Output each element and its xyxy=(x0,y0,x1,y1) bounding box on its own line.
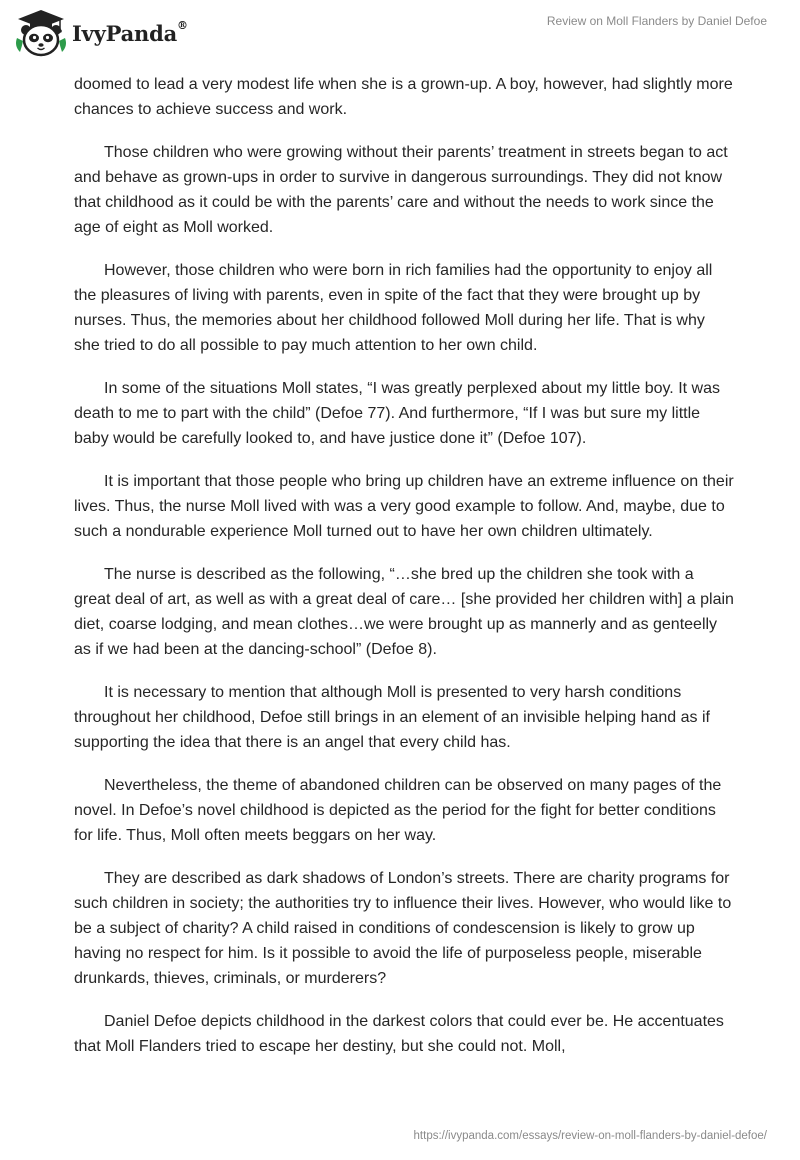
paragraph: It is important that those people who bring up children have an extreme influence on their lives. Thus, the nurse Moll lived with was a very good example to follow. And, maybe, due to such a nondurable experience Moll turned out to have her own children ultimately. xyxy=(74,473,734,540)
brand-logo[interactable] xyxy=(14,8,188,58)
panda-graduate-icon xyxy=(14,8,68,58)
page-header xyxy=(0,0,800,70)
paragraph: Nevertheless, the theme of abandoned children can be observed on many pages of the novel. In Defoe’s novel childhood is depicted as the period for the fight for better conditions for life. Thus, Moll often meets beggars on her way. xyxy=(74,777,722,844)
brand-name: IvyPanda® xyxy=(72,18,188,46)
paragraph: The nurse is described as the following, “…she bred up the children she took with a great deal of art, as well as with a great deal of care… [she provided her children with] a plain diet, coarse lodging, and mean clothes…we were brought up as mannerly and as genteelly as if we had been at the dancing-school” (Defoe 8). xyxy=(74,566,734,658)
paragraph: However, those children who were born in rich families had the opportunity to enjoy all the pleasures of living with parents, even in spite of the fact that they were brought up by nurses. Thus, the memories about her childhood followed Moll during her life. That is why she tried to do all possible to pay much attention to her own child. xyxy=(74,262,713,354)
essay-body xyxy=(74,72,734,1077)
paragraph: Daniel Defoe depicts childhood in the darkest colors that could ever be. He accentuates that Moll Flanders tried to escape her destiny, but she could not. Moll, xyxy=(74,1013,724,1055)
source-url-link[interactable]: https://ivypanda.com/essays/review-on-moll-flanders-by-daniel-defoe/ xyxy=(413,1130,767,1142)
paragraph: doomed to lead a very modest life when she is a grown-up. A boy, however, had slightly more chances to achieve success and work. xyxy=(74,76,733,118)
paragraph: They are described as dark shadows of London’s streets. There are charity programs for such children in society; the authorities try to influence their lives. However, who would like to be a subject of charity? A child raised in conditions of condescension is likely to grow up having no respect for him. Is it possible to avoid the life of purposeless people, miserable drunkards, thieves, criminals, or murderers? xyxy=(74,870,732,987)
paragraph: It is necessary to mention that although Moll is presented to very harsh conditions throughout her childhood, Defoe still brings in an element of an invisible helping hand as if supporting the idea that there is an angel that every child has. xyxy=(74,684,710,751)
document-title: Review on Moll Flanders by Daniel Defoe xyxy=(546,14,767,28)
paragraph: Those children who were growing without their parents’ treatment in streets began to act and behave as grown-ups in order to survive in dangerous surroundings. They did not know that childhood as it could be with the parents’ care and without the needs to work since the age of eight as Moll worked. xyxy=(74,144,728,236)
paragraph: In some of the situations Moll states, “I was greatly perplexed about my little boy. It was death to me to part with the child” (Defoe 77). And furthermore, “If I was but sure my little baby would be carefully looked to, and have justice done it” (Defoe 107). xyxy=(74,380,720,447)
